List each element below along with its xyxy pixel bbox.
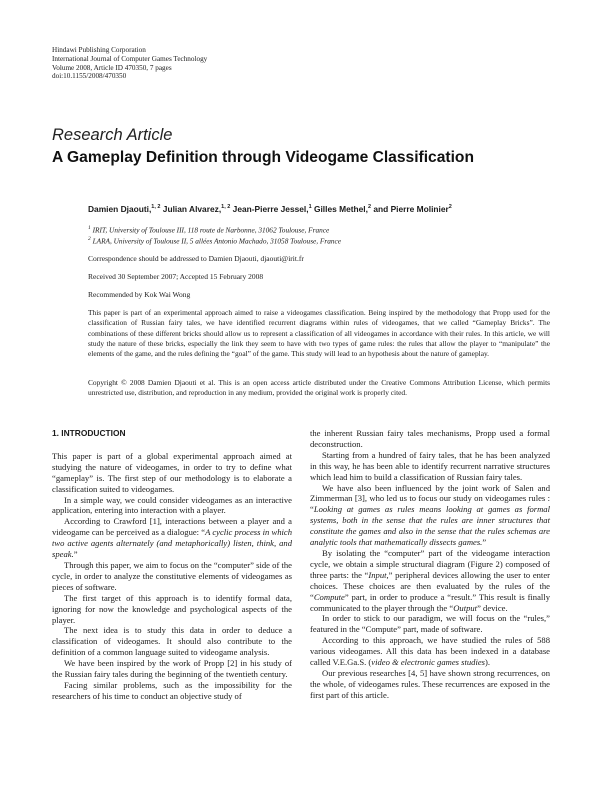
paragraph [310, 483, 550, 548]
volume-info: Volume 2008, Article ID 470350, 7 pages [52, 63, 172, 72]
journal-name: International Journal of Computer Games Technology [52, 54, 208, 63]
article-kind: Research Article [52, 126, 173, 144]
paragraph: We have been inspired by the work of Propp [2] in his study of the Russian fairy tales during the beginning of the twentieth century. [52, 658, 292, 680]
paragraph: In a simple way, we could consider videogames as an interactive application, entering into interaction with a player. [52, 494, 292, 516]
paragraph: In order to stick to our paradigm, we will focus on the “rules,” featured in the “Compute” part, made of software. [310, 613, 550, 635]
term-italic: video & electronic games studies [371, 657, 486, 668]
journal-header [52, 46, 207, 81]
author-affil-sup: 1, 2 [221, 204, 231, 211]
text-run: According to Crawford [1], interactions between a player and a videogame can be perceived as a dialogue: “ [52, 516, 292, 538]
author-name: Julian Alvarez, [160, 204, 222, 214]
text-run: We have also been influenced by the joint work of Salen and Zimmerman [3], who led us to focus our study on videogames rules : “ [310, 482, 550, 515]
author-name: and Pierre Molinier [371, 204, 449, 214]
term-italic: Compute [313, 591, 345, 602]
author-affil-sup: 1 [308, 204, 312, 211]
paragraph: Facing similar problems, such as the impossibility for the researchers of his time to conduct an objective study of [52, 679, 292, 701]
text-run: ” [73, 549, 78, 560]
text-run: ). [485, 657, 491, 668]
paragraph [310, 548, 550, 613]
paragraph [52, 516, 292, 560]
recommended-by: Recommended by Kok Wai Wong [88, 290, 191, 299]
text-run: ,” peripheral devices allowing the user to enter choices. These choices are then evaluated by the rules of the “ [310, 569, 550, 602]
section-heading: 1. INTRODUCTION [52, 428, 126, 438]
author-name: Gilles Methel, [311, 204, 368, 214]
left-column [52, 428, 292, 702]
author-affil-sup: 1, 2 [151, 204, 161, 211]
paragraph: The next idea is to study this data in order to deduce a classification of videogames. It should also contribute to the definition of a common language suited to videogame analysis. [52, 625, 292, 658]
copyright: Copyright © 2008 Damien Djaouti et al. This is an open access article distributed under the Creative Commons Attribution License, which permits unrestricted use, distribution, and reproduction in any medium, provided the original work is properly cited. [88, 378, 550, 398]
author-affil-sup: 2 [367, 204, 372, 211]
author-affil-sup: 2 [448, 204, 452, 211]
paragraph: The first target of this approach is to identify formal data, ignoring for now the knowledge and psychological aspects of the player. [52, 592, 292, 625]
paragraph [310, 635, 550, 668]
abstract: This paper is part of an experimental approach aimed to raise a videogames classification. Being inspired by the methodology that Propp used for the classification of Russian fairy tales, we have identified recurrent diagrams within rules of videogames, that we called “Gameplay Bricks”. The combinations of these different bricks should allow us to represent a classification of all videogames in accordance with their rules. In this article, we will study the nature of these bricks, especially the link they seem to have with two types of game rules: the rules that allow the player to “manipulate” the elements of the game, and the rules defining the “goal” of the game. This study will lead to an hypothesis about the nature of gameplay. [88, 308, 550, 359]
text-run: By isolating the “computer” part of the videogame interaction cycle, we obtain a simple structural diagram (Figure 2) composed of three parts: the “ [310, 547, 550, 580]
affiliation-2 [88, 236, 341, 245]
affil-sup: 1 [88, 225, 91, 231]
paragraph: Through this paper, we aim to focus on the “computer” side of the cycle, in order to analyze the constitutive elements of videogames as pieces of software. [52, 559, 292, 592]
term-italic: Output [453, 602, 478, 613]
text-run: ” device. [477, 602, 508, 613]
affil-text: IRIT, University of Toulouse III, 118 route de Narbonne, 31062 Toulouse, France [90, 225, 330, 235]
correspondence: Correspondence should be addressed to Damien Djaouti, djaouti@irit.fr [88, 254, 304, 263]
author-name: Damien Djaouti, [88, 204, 152, 214]
text-run: According to this approach, we have studied the rules of 588 various videogames. All this data has been indexed in a database called V.E.Ga.S. ( [310, 635, 550, 668]
text-run: ” [482, 537, 487, 548]
term-italic: Input [368, 569, 387, 580]
affil-sup: 2 [88, 236, 91, 242]
paragraph: Our previous researches [4, 5] have shown strong recurrences, on the whole, of videogames rules. These recurrences are exposed in the first part of this article. [310, 667, 550, 700]
publisher: Hindawi Publishing Corporation [52, 46, 146, 54]
quote-italic: A cyclic process in which two active agents alternately (and metaphorically) listen, think, and speak. [52, 527, 292, 560]
article-title: A Gameplay Definition through Videogame Classification [52, 149, 474, 166]
paragraph: the inherent Russian fairy tales mechanisms, Propp used a formal deconstruction. [310, 428, 550, 449]
paragraph: This paper is part of a global experimental approach aimed at studying the nature of videogames, in order to try to define what “gameplay” is. The first step of our methodology is to elaborate a classification suited to videogames. [52, 450, 292, 494]
right-column [310, 428, 550, 701]
doi: doi:10.1155/2008/470350 [52, 72, 127, 81]
affiliation-1 [88, 225, 329, 234]
paragraph: Starting from a hundred of fairy tales, that he has been analyzed in this way, he has been able to identify recurrent narrative structures which lead him to build a classification of Russian fairy tales. [310, 449, 550, 482]
text-run: ” part, in order to produce a “result.” This result is finally communicated to the player through the “ [310, 591, 550, 613]
quote-italic: Looking at games as rules means looking at games as formal systems, both in the sense that the rules are inner structures that constitute the games and also in the sense that the rules schemas are analytic tools that mathematically dissects games. [310, 504, 550, 548]
affil-text: LARA, University of Toulouse II, 5 allées Antonio Machado, 31058 Toulouse, France [90, 236, 341, 246]
author-list [88, 204, 452, 214]
author-name: Jean-Pierre Jessel, [230, 204, 309, 214]
received-dates: Received 30 September 2007; Accepted 15 February 2008 [88, 272, 264, 281]
